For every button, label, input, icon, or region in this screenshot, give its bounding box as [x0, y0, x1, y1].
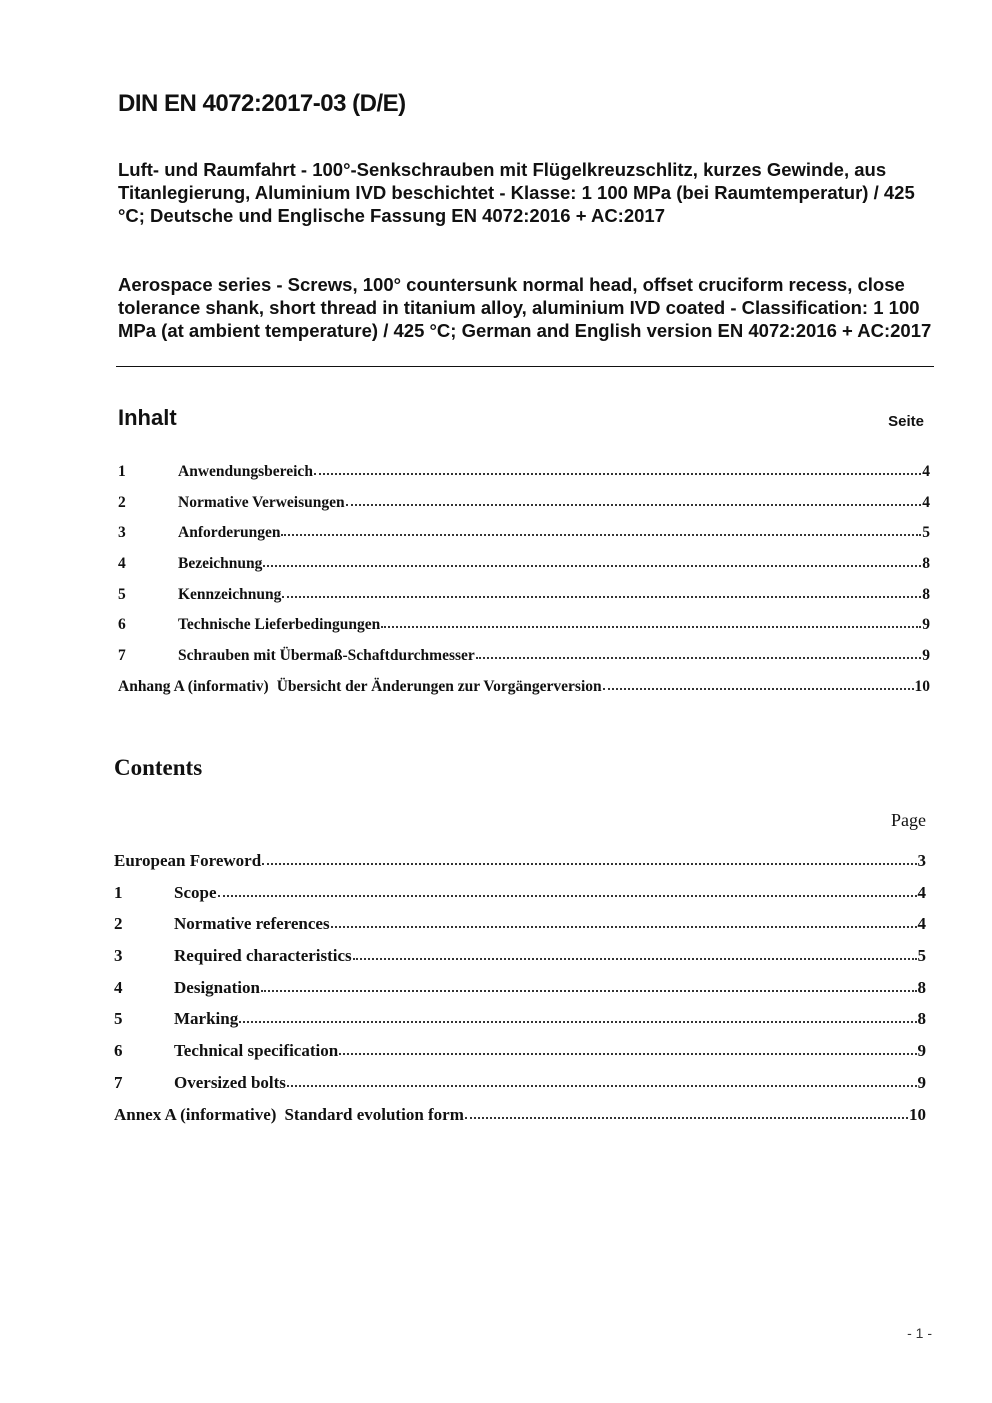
toc-entry-label[interactable]: Anforderungen	[178, 524, 281, 542]
toc-entry[interactable]	[118, 647, 930, 678]
toc-entry-label[interactable]: Anwendungsbereich	[178, 463, 313, 480]
toc-dot-leader	[339, 1051, 916, 1055]
toc-entry-number: 6	[114, 1041, 123, 1061]
toc-annex-prefix: Anhang A (informativ)	[118, 677, 269, 695]
toc-dot-leader	[281, 532, 921, 536]
toc-entry-number: 3	[114, 946, 123, 966]
toc-list-english	[114, 851, 926, 1136]
toc-entry-annex[interactable]	[118, 678, 930, 709]
toc-entry-number: 2	[114, 914, 123, 934]
toc-entry-number: 5	[118, 585, 126, 603]
toc-entry-page: 4	[917, 882, 926, 902]
toc-entry-label[interactable]: Normative references	[174, 914, 330, 934]
toc-entry[interactable]	[118, 494, 930, 525]
toc-entry-number: 1	[114, 882, 123, 902]
toc-dot-leader	[476, 655, 921, 659]
toc-entry-page: 9	[922, 647, 930, 665]
toc-heading-german: Inhalt	[118, 405, 177, 430]
toc-entry-label[interactable]: Oversized bolts	[174, 1072, 286, 1092]
toc-entry-page: 8	[922, 585, 930, 603]
toc-entry[interactable]	[114, 883, 926, 915]
toc-entry-page: 8	[917, 1009, 926, 1029]
toc-entry-page: 5	[922, 524, 930, 542]
toc-page-label-german: Seite	[888, 413, 924, 430]
toc-entry-label[interactable]: Bezeichnung	[178, 555, 263, 573]
toc-dot-leader	[465, 1115, 908, 1119]
toc-entry-page: 4	[917, 914, 926, 934]
title-divider	[116, 366, 934, 367]
toc-entry-label[interactable]: Normative Verweisungen	[178, 493, 345, 511]
toc-dot-leader	[262, 861, 916, 865]
toc-entry[interactable]	[114, 946, 926, 978]
toc-entry-label[interactable]: Standard evolution form	[284, 1104, 464, 1124]
toc-dot-leader	[239, 1019, 916, 1023]
toc-dot-leader	[282, 594, 921, 598]
toc-annex-prefix: Annex A (informative)	[114, 1104, 277, 1124]
toc-entry-page: 10	[909, 1104, 926, 1124]
toc-dot-leader	[603, 686, 914, 690]
document-title: DIN EN 4072:2017-03 (D/E)	[118, 90, 406, 117]
subtitle-english: Aerospace series - Screws, 100° countersunk normal head, offset cruciform recess, close tolerance shank, short thread in titanium alloy, aluminium IVD coated - Classification: 1 100 MPa (at ambient temperature) / 425 °C; German and English version EN 4072:2016 + AC:2017	[118, 274, 932, 341]
toc-entry-page: 3	[917, 851, 926, 870]
toc-entry[interactable]	[118, 586, 930, 617]
toc-entry-number: 1	[118, 463, 126, 480]
toc-entry-number: 5	[114, 1009, 123, 1029]
toc-entry[interactable]	[118, 463, 930, 494]
toc-entry-label[interactable]: Scope	[174, 882, 217, 902]
toc-entry-number: 7	[114, 1072, 123, 1092]
toc-dot-leader	[263, 563, 921, 567]
toc-entry-number: 6	[118, 616, 126, 634]
toc-entry[interactable]	[114, 1041, 926, 1073]
toc-entry-page: 9	[922, 616, 930, 634]
subtitle-german: Luft- und Raumfahrt - 100°-Senkschrauben mit Flügelkreuzschlitz, kurzes Gewinde, aus Titanlegierung, Aluminium IVD beschichtet - Klasse: 1 100 MPa (bei Raumtemperatur) / 425 °C; Deutsche und Englische Fassung EN 4072:2016 + AC:2017	[118, 159, 915, 226]
toc-entry-label[interactable]: Designation	[174, 977, 260, 997]
toc-entry-label[interactable]: Übersicht der Änderungen zur Vorgängerversion	[276, 677, 602, 695]
toc-entry-page: 9	[917, 1041, 926, 1061]
toc-entry[interactable]	[114, 1009, 926, 1041]
toc-dot-leader	[331, 924, 917, 928]
toc-entry[interactable]	[114, 1073, 926, 1105]
toc-entry-label[interactable]: Marking	[174, 1009, 239, 1029]
toc-list-german	[118, 463, 930, 709]
toc-entry-label[interactable]: Schrauben mit Übermaß-Schaftdurchmesser	[178, 647, 475, 665]
toc-entry-annex[interactable]	[114, 1105, 926, 1137]
toc-dot-leader	[346, 502, 922, 506]
toc-dot-leader	[287, 1083, 917, 1087]
toc-entry-number: 4	[118, 555, 126, 573]
toc-heading-english: Contents	[114, 755, 203, 780]
toc-dot-leader	[314, 471, 921, 475]
toc-entry-number: 2	[118, 493, 126, 511]
toc-entry-label[interactable]: Technical specification	[174, 1041, 339, 1061]
toc-entry[interactable]	[118, 524, 930, 555]
toc-entry-page: 8	[922, 555, 930, 573]
page-number: - 1 -	[907, 1325, 932, 1341]
toc-entry-page: 8	[917, 977, 926, 997]
toc-entry[interactable]	[114, 914, 926, 946]
toc-entry-label[interactable]: European Foreword	[114, 851, 262, 870]
toc-entry-page: 10	[914, 677, 930, 695]
toc-entry-page: 4	[922, 493, 930, 511]
toc-dot-leader	[218, 893, 917, 897]
toc-entry-number: 3	[118, 524, 126, 542]
toc-entry[interactable]	[118, 555, 930, 586]
toc-dot-leader	[353, 956, 917, 960]
toc-entry-page: 5	[917, 946, 926, 966]
toc-page-label-english: Page	[891, 810, 926, 830]
toc-entry-label[interactable]: Required characteristics	[174, 946, 352, 966]
toc-dot-leader	[381, 624, 921, 628]
toc-entry[interactable]	[118, 616, 930, 647]
toc-entry[interactable]	[114, 978, 926, 1010]
toc-entry-number: 4	[114, 977, 123, 997]
toc-entry-page: 9	[917, 1072, 926, 1092]
toc-dot-leader	[261, 988, 917, 992]
toc-entry-label[interactable]: Technische Lieferbedingungen	[178, 616, 381, 634]
toc-entry-number: 7	[118, 647, 126, 665]
toc-entry-label[interactable]: Kennzeichnung	[178, 585, 282, 603]
toc-entry-page: 4	[922, 463, 930, 480]
toc-entry-foreword[interactable]	[114, 851, 926, 883]
